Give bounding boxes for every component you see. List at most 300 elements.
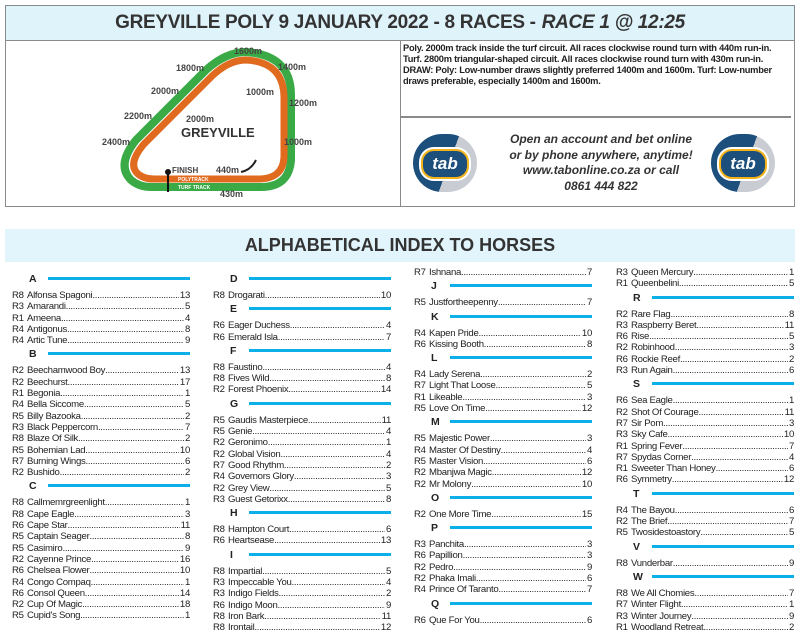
horse-name: Master Vision (429, 455, 484, 467)
horse-number: 2 (385, 588, 391, 600)
race-number: R3 (616, 429, 628, 441)
horse-number: 8 (385, 493, 391, 505)
leader-dots (696, 320, 783, 331)
horse-name: Cayenne Prince (27, 553, 92, 565)
horse-number: 7 (788, 516, 794, 528)
race-number: R8 (213, 361, 225, 373)
race-number: R1 (616, 440, 628, 452)
leader-dots (476, 573, 586, 584)
leader-dots (479, 328, 581, 339)
horse-entry (12, 313, 190, 324)
horse-number: 12 (581, 403, 592, 415)
horse-name: Rare Flag (631, 308, 671, 320)
horse-entry (213, 622, 391, 633)
track-map (6, 40, 401, 206)
horse-entry (213, 320, 391, 331)
horse-number: 1 (788, 267, 794, 278)
leader-dots (673, 558, 788, 569)
race-number: R3 (616, 267, 628, 278)
race-number: R3 (213, 577, 225, 589)
horse-entry (213, 577, 391, 588)
horse-number: 2 (184, 433, 190, 445)
horse-number: 10 (783, 429, 794, 441)
horse-name: Rise (631, 331, 649, 343)
horse-number: 3 (586, 550, 592, 562)
leader-dots (288, 384, 380, 395)
leader-dots (264, 611, 380, 622)
race-number: R7 (213, 459, 225, 471)
letter-divider (652, 296, 794, 299)
leader-dots (496, 380, 586, 391)
marker-1000-outer: 1000m (284, 137, 313, 147)
letter-header (616, 290, 794, 309)
horse-number: 7 (586, 267, 592, 278)
horse-name: Panchita (429, 539, 464, 551)
horse-entry (616, 395, 794, 406)
horse-name: Callmemrgreenlight (27, 497, 105, 509)
letter-divider (48, 484, 190, 487)
horse-entry (12, 467, 190, 478)
horse-number: 6 (184, 455, 190, 467)
horse-number: 12 (783, 474, 794, 486)
horse-entry (213, 449, 391, 460)
race-number: R4 (414, 584, 426, 596)
race-number: R2 (12, 599, 24, 611)
horse-number: 6 (586, 573, 592, 585)
horse-number: 11 (381, 414, 391, 426)
horse-number: 3 (788, 342, 794, 354)
ad-line-1: Open an account and bet online (509, 132, 692, 146)
horse-entry (213, 611, 391, 622)
horse-entry (414, 445, 592, 456)
horse-entry (213, 426, 391, 437)
marker-1000-inner: 1000m (246, 87, 275, 97)
horse-number: 2 (184, 467, 190, 479)
index-column-4 (616, 267, 794, 633)
race-number: R2 (616, 516, 628, 528)
horse-number: 9 (586, 561, 592, 573)
horse-entry (414, 403, 592, 414)
race-number: R5 (414, 433, 426, 445)
race-number: R8 (213, 565, 225, 577)
race-number: R4 (12, 576, 24, 588)
direction-arrow-icon (241, 160, 256, 172)
race-number: R1 (616, 463, 628, 475)
letter-header (213, 271, 391, 290)
leader-dots (105, 497, 184, 508)
horse-name: Love On Time (429, 403, 486, 415)
horse-entry (213, 290, 391, 301)
index-column-3 (414, 267, 592, 626)
horse-name: Majestic Power (429, 433, 490, 445)
leader-dots (464, 539, 586, 550)
horse-entry (12, 411, 190, 422)
leader-dots (81, 411, 184, 422)
horse-entry (213, 535, 391, 546)
horse-number: 4 (788, 451, 794, 463)
letter-divider (249, 511, 391, 514)
race-number: R2 (12, 467, 24, 479)
letter-label: G (230, 397, 239, 410)
track-name: GREYVILLE (181, 125, 255, 140)
horse-number: 6 (788, 365, 794, 377)
horse-number: 18 (179, 599, 190, 611)
horse-name: Artic Tune (27, 335, 68, 347)
horse-entry (616, 516, 794, 527)
leader-dots (274, 535, 380, 546)
horse-entry (12, 445, 190, 456)
race-number: R8 (12, 290, 24, 301)
letter-label: F (230, 344, 237, 357)
letter-header (213, 396, 391, 415)
horse-name: Casimiro (27, 542, 63, 554)
horse-number: 5 (788, 527, 794, 539)
leader-dots (667, 516, 788, 527)
race-number: R5 (414, 403, 426, 415)
tab-logo-left: tab (413, 134, 477, 192)
leader-dots (675, 505, 788, 516)
horse-name: Light That Loose (429, 380, 496, 392)
horse-number: 11 (180, 520, 190, 532)
horse-entry (414, 509, 592, 520)
horse-name: Beechamwood Boy (27, 365, 106, 377)
leader-dots (268, 437, 385, 448)
leader-dots (288, 494, 385, 505)
leader-dots (86, 456, 184, 467)
race-number: R2 (213, 437, 225, 449)
letter-label: M (431, 416, 440, 429)
horse-name: Burning Wings (27, 455, 86, 467)
horse-number: 4 (586, 444, 592, 456)
horse-name: Winter Journey (631, 610, 692, 622)
letter-divider (450, 602, 592, 605)
leader-dots (290, 320, 385, 331)
race-number: R4 (12, 399, 24, 411)
letter-divider (450, 284, 592, 287)
horse-entry (213, 437, 391, 448)
horse-name: Master Of Destiny (429, 444, 501, 456)
horse-name: Lady Serena (429, 369, 481, 381)
horse-number: 2 (586, 369, 592, 381)
leader-dots (289, 524, 385, 535)
horse-number: 9 (788, 610, 794, 622)
horse-name: Spydas Corner (631, 451, 692, 463)
leader-dots (703, 622, 788, 633)
horse-entry (414, 615, 592, 626)
leader-dots (682, 441, 788, 452)
race-number: R2 (213, 448, 225, 460)
race-number: R7 (616, 451, 628, 463)
leader-dots (308, 415, 381, 426)
horse-number: 3 (385, 471, 391, 483)
horse-number: 13 (179, 290, 190, 301)
horse-entry (12, 610, 190, 621)
horse-entry (12, 377, 190, 388)
horse-name: Chelsea Flower (27, 565, 90, 577)
horse-name: We All Chomies (631, 587, 695, 599)
horse-name: Cupid's Song (27, 610, 81, 622)
horse-name: Symmetry (631, 474, 672, 486)
ad-phone: 0861 444 822 (564, 178, 638, 193)
leader-dots (484, 339, 586, 350)
race-number: R5 (12, 610, 24, 622)
marker-2000-outer: 2000m (151, 86, 180, 96)
horse-name: Billy Bazooka (27, 410, 81, 422)
horse-entry (12, 433, 190, 444)
leader-dots (66, 301, 184, 312)
marker-1400: 1400m (278, 62, 307, 72)
letter-header (414, 520, 592, 539)
letter-divider (652, 382, 794, 385)
horse-name: Que For You (429, 614, 480, 626)
horse-number: 10 (581, 327, 592, 339)
horse-name: Governors Glory (228, 471, 294, 483)
horse-number: 16 (179, 553, 190, 565)
ad-website[interactable]: www.tabonline.co.za or call (522, 163, 680, 177)
leader-dots (91, 577, 184, 588)
horse-name: Eager Duchess (228, 320, 290, 332)
leader-dots (262, 566, 385, 577)
leader-dots (672, 474, 783, 485)
race-number: R7 (414, 380, 426, 392)
horse-entry (616, 354, 794, 365)
horse-entry (12, 554, 190, 565)
horse-name: Forest Phoenix (228, 384, 289, 396)
race-number: R5 (12, 542, 24, 554)
letter-label: I (230, 548, 233, 561)
horse-number: 5 (586, 380, 592, 392)
race-number: R1 (616, 278, 628, 290)
horse-entry (616, 407, 794, 418)
horse-entry (414, 380, 592, 391)
horse-name: Woodland Retreat (631, 621, 704, 633)
polytrack-label: POLYTRACK (178, 177, 209, 183)
horse-entry (12, 388, 190, 399)
horse-entry (616, 463, 794, 474)
race-number: R8 (616, 557, 628, 569)
leader-dots (279, 588, 385, 599)
horse-name: Cup Of Magic (27, 599, 83, 611)
horse-number: 17 (179, 376, 190, 388)
letter-label: W (633, 570, 643, 583)
letter-divider (249, 402, 391, 405)
horse-number: 8 (586, 338, 592, 350)
horse-entry (616, 527, 794, 538)
horse-entry (12, 290, 190, 301)
letter-divider (450, 420, 592, 423)
finish-label: FINISH (172, 166, 199, 175)
leader-dots (491, 509, 581, 520)
letter-label: P (431, 522, 439, 535)
letter-header (12, 346, 190, 365)
horse-name: Mbanjwa Magic (429, 467, 492, 479)
horse-number: 6 (586, 614, 592, 626)
letter-label: K (431, 310, 439, 323)
race-number: R2 (213, 384, 225, 396)
horse-name: Pedro (429, 561, 454, 573)
horse-number: 13 (179, 365, 190, 377)
horse-number: 4 (385, 426, 391, 438)
horse-entry (12, 543, 190, 554)
horse-entry (414, 539, 592, 550)
race-number: R3 (213, 588, 225, 600)
race-number: R8 (213, 373, 225, 385)
horse-entry (12, 365, 190, 376)
info-box (5, 40, 795, 207)
leader-dots (693, 267, 788, 278)
leader-dots (269, 483, 385, 494)
horse-name: Guest Getorixx (228, 493, 288, 505)
horse-entry (616, 452, 794, 463)
horse-entry (616, 342, 794, 353)
horse-number: 6 (788, 463, 794, 475)
race-number: R6 (213, 599, 225, 611)
leader-dots (74, 509, 184, 520)
letter-divider (652, 545, 794, 548)
leader-dots (461, 267, 586, 278)
horse-number: 8 (788, 308, 794, 320)
race-number: R6 (213, 331, 225, 343)
leader-dots (649, 331, 788, 342)
horse-entry (12, 422, 190, 433)
horse-entry (12, 335, 190, 346)
race-number: R2 (414, 467, 426, 479)
horse-entry (213, 494, 391, 505)
ad-text (491, 132, 711, 194)
letter-header (414, 309, 592, 328)
marker-2200: 2200m (124, 111, 153, 121)
horse-number: 7 (586, 297, 592, 309)
marker-2400: 2400m (102, 137, 131, 147)
horse-name: Good Rhythm (228, 459, 284, 471)
race-number: R6 (616, 353, 628, 365)
page-title (5, 5, 795, 41)
horse-number: 7 (184, 421, 190, 433)
race-number: R5 (414, 455, 426, 467)
letter-header (12, 271, 190, 290)
horse-entry (12, 531, 190, 542)
horse-name: Captain Seager (27, 531, 90, 543)
horse-number: 7 (586, 584, 592, 596)
index-column-2 (213, 271, 391, 634)
letter-label: E (230, 303, 238, 316)
horse-entry (414, 433, 592, 444)
horse-name: Ishnana (429, 267, 462, 278)
horse-entry (12, 399, 190, 410)
horse-number: 6 (788, 504, 794, 516)
horse-entry (414, 392, 592, 403)
horse-name: Black Peppercorn (27, 421, 98, 433)
leader-dots (691, 611, 788, 622)
index-title: ALPHABETICAL INDEX TO HORSES (5, 229, 795, 262)
horse-entry (414, 562, 592, 573)
horse-name: Irontail (228, 622, 255, 634)
horse-name: Winter Flight (631, 599, 681, 611)
horse-name: Iron Bark (228, 610, 265, 622)
horse-number: 8 (184, 323, 190, 335)
horse-entry (616, 267, 794, 278)
horse-name: Grey View (228, 482, 270, 494)
horse-entry (12, 565, 190, 576)
letter-label: D (230, 273, 238, 285)
leader-dots (498, 584, 586, 595)
leader-dots (673, 365, 788, 376)
horse-number: 9 (184, 335, 190, 347)
tab-advert (401, 120, 794, 206)
letter-header (616, 486, 794, 505)
horse-number: 1 (184, 388, 190, 400)
horse-name: Drogarati (228, 290, 265, 301)
horse-number: 2 (788, 621, 794, 633)
horse-entry (414, 550, 592, 561)
horse-number: 6 (586, 455, 592, 467)
horse-name: Geronimo (228, 437, 268, 449)
horse-name: Impartial (228, 565, 263, 577)
race-number: R2 (12, 376, 24, 388)
horse-number: 5 (385, 482, 391, 494)
race-number: R8 (213, 622, 225, 634)
letter-divider (48, 352, 190, 355)
horse-entry (616, 365, 794, 376)
race-number: R5 (414, 297, 426, 309)
race-number: R8 (213, 290, 225, 301)
leader-dots (699, 407, 784, 418)
leader-dots (480, 615, 586, 626)
horse-name: Run Again (631, 365, 673, 377)
letter-header (414, 596, 592, 615)
horse-name: Blaze Of Silk (27, 433, 79, 445)
horse-entry (213, 332, 391, 343)
horse-number: 5 (184, 301, 190, 313)
race-number: R8 (12, 433, 24, 445)
horse-entry (414, 479, 592, 490)
race-number: R4 (414, 327, 426, 339)
horse-number: 1 (385, 437, 391, 449)
horse-name: Twosidestoastory (631, 527, 701, 539)
leader-dots (262, 362, 385, 373)
horse-name: Cape Eagle (27, 508, 75, 520)
leader-dots (278, 600, 385, 611)
horse-number: 5 (788, 331, 794, 343)
letter-header (213, 343, 391, 362)
horse-number: 3 (788, 417, 794, 429)
horse-name: Bella Siccome (27, 399, 84, 411)
horse-number: 7 (385, 331, 391, 343)
horse-name: Sky Cafe (631, 429, 668, 441)
horse-name: Impeccable You (228, 577, 292, 589)
horse-number: 6 (385, 524, 391, 536)
horse-entry (616, 418, 794, 429)
leader-dots (62, 543, 184, 554)
horse-name: Kapen Pride (429, 327, 479, 339)
letter-header (414, 490, 592, 509)
horse-entry (414, 328, 592, 339)
leader-dots (78, 433, 184, 444)
horse-number: 11 (784, 406, 794, 418)
horse-number: 13 (380, 535, 391, 547)
horse-entry (213, 588, 391, 599)
horse-entry (414, 297, 592, 308)
leader-dots (700, 527, 788, 538)
horse-number: 1 (788, 599, 794, 611)
horse-number: 10 (380, 290, 391, 301)
horse-entry (12, 324, 190, 335)
letter-divider (249, 349, 391, 352)
horse-name: Gaudis Masterpiece (228, 414, 308, 426)
horse-name: The Bayou (631, 504, 675, 516)
race-number: R2 (414, 508, 426, 520)
horse-name: Emerald Isla (228, 331, 278, 343)
